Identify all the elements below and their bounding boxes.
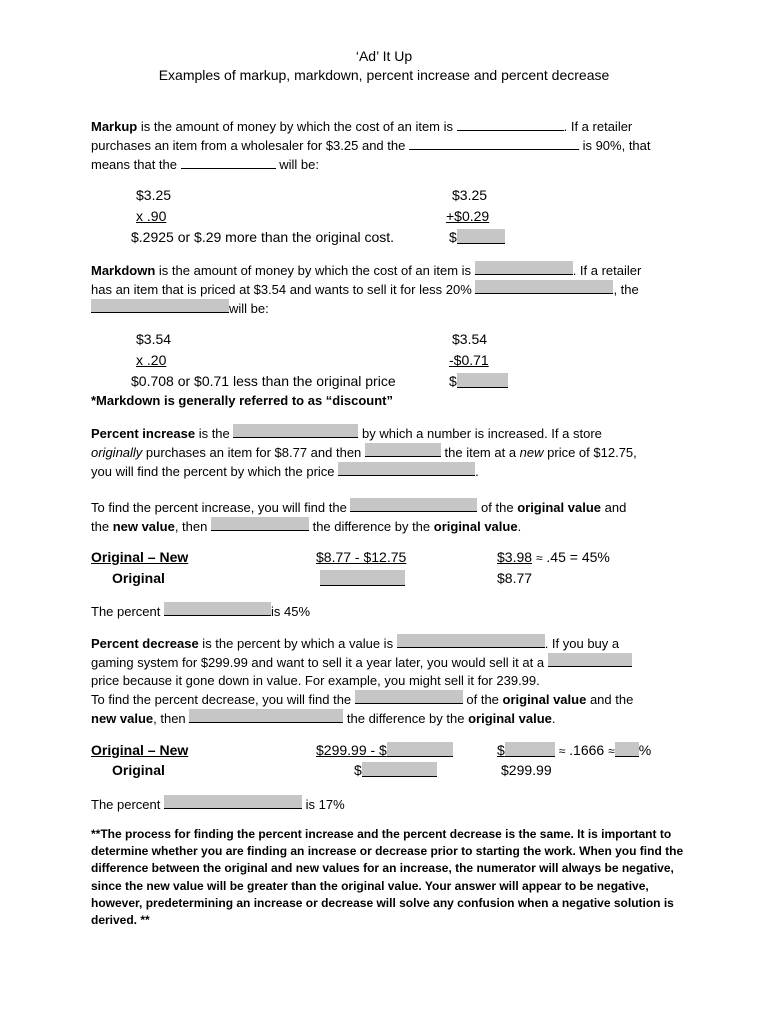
pct-inc-blank-2[interactable] xyxy=(365,443,441,457)
page-title: ‘Ad’ It Up xyxy=(355,48,413,64)
markup-blank-2[interactable] xyxy=(409,136,579,150)
pct-inc-formula-denominator: Original xyxy=(112,570,165,586)
markup-calc-left-2: x .90 xyxy=(136,208,167,224)
pct-inc-summary: The percent is 45% xyxy=(91,604,311,619)
pct-dec-formula-numerator: Original – New xyxy=(91,742,189,758)
pct-dec-fraction-denominator: $299.99 xyxy=(501,762,552,778)
markdown-blank-3[interactable] xyxy=(91,299,229,313)
markdown-calc-right-1: $3.54 xyxy=(452,331,488,347)
markdown-blank-2[interactable] xyxy=(475,280,613,294)
markup-answer-field[interactable] xyxy=(457,229,505,244)
markup-calc-left-1: $3.25 xyxy=(136,187,172,203)
markup-blank-3[interactable] xyxy=(181,155,276,169)
markup-paragraph: Markup is the amount of money by which the cost of an item is . If a retailer purchases an item from a wholesaler for $3.25 and the is 90%, that means that the will be: xyxy=(91,119,651,172)
pct-inc-blank-1[interactable] xyxy=(233,424,358,438)
pct-dec-fraction: $ ≈ .1666 ≈ % xyxy=(497,742,652,758)
markup-calc-right-2: +$0.29 xyxy=(446,208,490,224)
markdown-term: Markdown xyxy=(91,263,156,278)
pct-dec-blank-3[interactable] xyxy=(355,690,463,704)
pct-dec-expression: $299.99 - $ xyxy=(316,742,453,758)
pct-inc-difference-field[interactable] xyxy=(320,570,405,586)
pct-dec-difference: $ xyxy=(354,762,437,778)
markup-term: Markup xyxy=(91,119,138,134)
footnote: **The process for finding the percent increase and the percent decrease is the same. It is important to determine whether you are finding an increase or decrease prior to starting the work. When you find the difference between the original and new values for an increase, the numerator will always be negative, since the new value will be greater than the original value. Your answer will appear to be negative, however, predetermining an increase or decrease will solve any confusion when a negative solution is derived. ** xyxy=(91,827,684,928)
markdown-paragraph: Markdown is the amount of money by which the cost of an item is . If a retailer has an item that is priced at $3.54 and wants to sell it for less 20% , the will be: xyxy=(91,263,642,316)
pct-dec-blank-4[interactable] xyxy=(189,709,343,723)
markdown-calc-right-2: -$0.71 xyxy=(449,352,489,368)
pct-dec-summary-blank[interactable] xyxy=(164,795,302,809)
percent-increase-term: Percent increase xyxy=(91,426,196,441)
pct-inc-expression: $8.77 - $12.75 xyxy=(316,549,407,565)
markup-calc-right-3: $ xyxy=(449,229,505,245)
markdown-note: *Markdown is generally referred to as “discount” xyxy=(91,393,393,408)
pct-inc-fraction: $3.98 ≈ .45 = 45% xyxy=(497,549,610,565)
markdown-blank-1[interactable] xyxy=(475,261,573,275)
pct-inc-blank-4[interactable] xyxy=(350,498,477,512)
markup-calc-left-3: $.2925 or $.29 more than the original cost. xyxy=(131,229,395,245)
page-subtitle: Examples of markup, markdown, percent increase and percent decrease xyxy=(158,67,610,83)
markdown-calc-right-3: $ xyxy=(449,373,508,389)
percent-decrease-paragraph: Percent decrease is the percent by which a value is . If you buy a gaming system for $299.99 and want to sell it a year later, you would sell it at a price because it gone down in value. For example, you might sell it for 239.99. To find the percent decrease, you will find the of the original value and the new value, then the difference by the original value. xyxy=(91,636,634,726)
pct-inc-blank-3[interactable] xyxy=(338,462,475,476)
pct-inc-fraction-denominator: $8.77 xyxy=(497,570,533,586)
markup-calc-right-1: $3.25 xyxy=(452,187,488,203)
pct-dec-difference-field[interactable] xyxy=(362,762,437,777)
pct-dec-formula-denominator: Original xyxy=(112,762,165,778)
percent-increase-paragraph: Percent increase is the by which a number is increased. If a store originally purchases an item for $8.77 and then the item at a new price of $12.75, you will find the percent by which the price . xyxy=(91,426,637,479)
pct-dec-blank-1[interactable] xyxy=(397,634,545,648)
markdown-calc-left-3: $0.708 or $0.71 less than the original price xyxy=(131,373,396,389)
pct-dec-percent-field[interactable] xyxy=(615,742,639,757)
markdown-answer-field[interactable] xyxy=(457,373,508,388)
pct-inc-blank-5[interactable] xyxy=(211,517,309,531)
markdown-calc-left-1: $3.54 xyxy=(136,331,172,347)
markup-blank-1[interactable] xyxy=(457,117,564,131)
percent-increase-method: To find the percent increase, you will find the of the original value and the new value, then the difference by the original value. xyxy=(91,500,627,534)
markdown-calc-left-2: x .20 xyxy=(136,352,167,368)
pct-inc-summary-blank[interactable] xyxy=(164,602,271,616)
pct-dec-summary: The percent is 17% xyxy=(91,797,345,812)
pct-dec-new-value-field[interactable] xyxy=(387,742,453,757)
percent-decrease-term: Percent decrease xyxy=(91,636,199,651)
pct-dec-blank-2[interactable] xyxy=(548,653,632,667)
pct-inc-formula-numerator: Original – New xyxy=(91,549,189,565)
pct-dec-numerator-field[interactable] xyxy=(505,742,555,757)
